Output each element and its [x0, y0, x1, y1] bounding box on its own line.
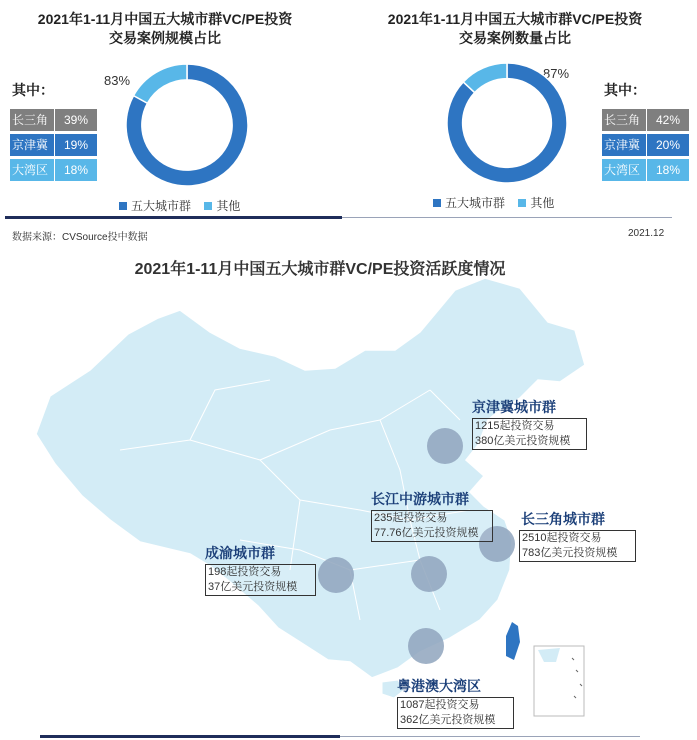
chart1-donut: [125, 63, 249, 187]
region-changjiang: [371, 489, 493, 542]
chengyu-bubble: [318, 557, 354, 593]
taiwan-island: [506, 622, 520, 660]
chart1-breakdown-row: [10, 109, 97, 131]
chart1-breakdown-value: 39%: [54, 109, 97, 131]
chart1-title: [0, 10, 330, 48]
china-map: [0, 270, 697, 740]
chart1-title-line2: 交易案例规模占比: [109, 30, 221, 46]
chart2-legend-label-1: 其他: [530, 196, 555, 210]
chart1-legend-swatch-0: [119, 202, 127, 210]
map-title: 2021年1-11月中国五大城市群VC/PE投资活跃度情况: [134, 261, 506, 278]
chart1-legend: [119, 197, 250, 214]
chart2-slice-label: 87%: [543, 66, 570, 81]
chart1-breakdown-name: 京津冀: [10, 134, 54, 156]
region-changjiang-deals: 235起投资交易: [374, 512, 448, 524]
chart1-legend-label-0: 五大城市群: [131, 199, 192, 213]
region-chengyu-name: 成渝城市群: [205, 545, 275, 561]
chart1-breakdown-label: 其中：: [12, 82, 54, 98]
region-jingjinji-name: 京津冀城市群: [472, 399, 556, 415]
chart1-breakdown-table: [10, 109, 97, 181]
chart1-breakdown-value: 18%: [54, 159, 97, 181]
top-divider-light: [342, 217, 672, 218]
chart2-title-line1: 2021年1-11月中国五大城市群VC/PE投资: [387, 11, 643, 27]
region-changjiang-name: 长江中游城市群: [371, 491, 469, 507]
chart2-legend-swatch-0: [433, 199, 441, 207]
bottom-divider-light: [340, 736, 640, 737]
chart1-title-line1: 2021年1-11月中国五大城市群VC/PE投资: [37, 11, 293, 27]
region-chengyu-box: [205, 564, 316, 596]
region-chengyu-scale: 37亿美元投资规模: [208, 581, 298, 593]
chart1-breakdown-row: [10, 159, 97, 181]
chart2-legend-label-0: 五大城市群: [445, 196, 506, 210]
region-chengyu-deals: 198起投资交易: [208, 566, 282, 578]
region-chengyu: [205, 543, 316, 596]
chart2-breakdown-name: 长三角: [602, 109, 646, 131]
date-note: 2021.12: [628, 228, 665, 239]
chart2-breakdown-value: 18%: [646, 159, 689, 181]
chart2-legend: [433, 194, 564, 211]
jingjinji-bubble: [427, 428, 463, 464]
region-changsanjiao-scale: 783亿美元投资规模: [522, 547, 618, 559]
region-jingjinji: [472, 397, 587, 450]
region-yuegangao-name: 粤港澳大湾区: [397, 678, 481, 694]
chart1-legend-swatch-1: [204, 202, 212, 210]
top-divider-dark: [5, 216, 342, 219]
chart1-breakdown-value: 19%: [54, 134, 97, 156]
chart2-slice-1: [463, 63, 507, 93]
chart1-legend-label-1: 其他: [216, 199, 241, 213]
chart2-title: [345, 10, 685, 48]
region-changsanjiao-name: 长三角城市群: [521, 511, 605, 527]
china-mainland-shape: [36, 278, 585, 678]
region-jingjinji-scale: 380亿美元投资规模: [475, 435, 571, 447]
region-changjiang-scale: 77.76亿美元投资规模: [374, 527, 479, 539]
region-changjiang-box: [371, 510, 493, 542]
chart2-breakdown-value: 42%: [646, 109, 689, 131]
chart2-breakdown-label: 其中：: [604, 82, 646, 98]
region-jingjinji-box: [472, 418, 587, 450]
chart2-breakdown-value: 20%: [646, 134, 689, 156]
region-yuegangao: [397, 676, 514, 729]
chart2-breakdown-row: [602, 134, 689, 156]
source-note: 数据来源：CVSource投中数据: [12, 232, 148, 243]
chart2-breakdown-name: 大湾区: [602, 159, 646, 181]
chart2-donut: [446, 62, 568, 184]
region-jingjinji-deals: 1215起投资交易: [475, 420, 555, 432]
chart1-slice-label: 83%: [104, 73, 131, 88]
region-yuegangao-deals: 1087起投资交易: [400, 699, 480, 711]
region-changsanjiao-deals: 2510起投资交易: [522, 532, 602, 544]
chart2-breakdown-table: [602, 109, 689, 181]
chart2-breakdown-row: [602, 109, 689, 131]
region-changsanjiao: [519, 509, 636, 562]
bottom-divider-dark: [40, 735, 340, 738]
chart2-breakdown-name: 京津冀: [602, 134, 646, 156]
changjiang-bubble: [411, 556, 447, 592]
chart1-breakdown-row: [10, 134, 97, 156]
chart2-legend-swatch-1: [518, 199, 526, 207]
chart2-breakdown-row: [602, 159, 689, 181]
chart1-breakdown-name: 大湾区: [10, 159, 54, 181]
chart1-slice-1: [134, 64, 187, 103]
chart2-title-line2: 交易案例数量占比: [459, 30, 571, 46]
region-changsanjiao-box: [519, 530, 636, 562]
chart1-breakdown-name: 长三角: [10, 109, 54, 131]
region-yuegangao-box: [397, 697, 514, 729]
yuegangao-bubble: [408, 628, 444, 664]
region-yuegangao-scale: 362亿美元投资规模: [400, 714, 496, 726]
